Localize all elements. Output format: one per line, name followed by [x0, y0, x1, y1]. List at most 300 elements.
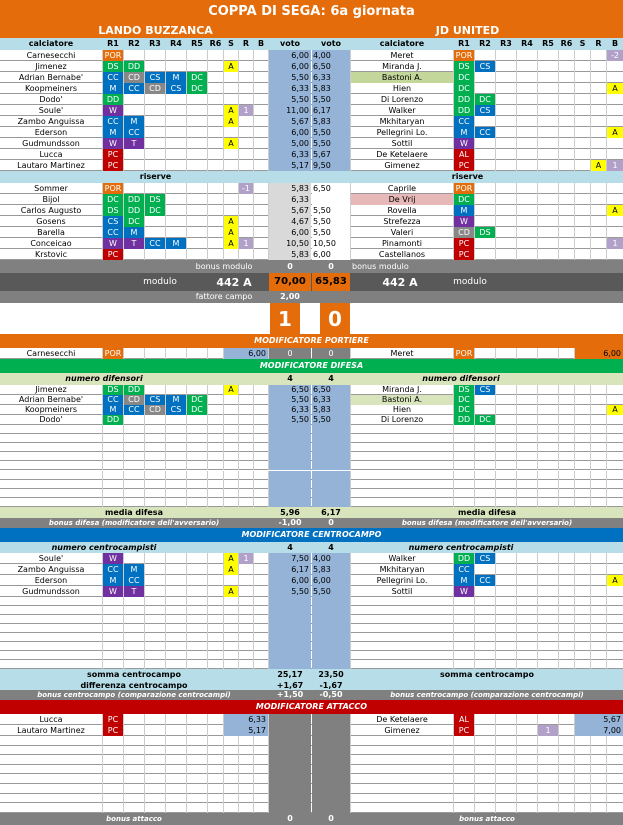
role-tag: DD [454, 415, 474, 425]
grid-line [453, 651, 454, 660]
grid-line [350, 461, 351, 470]
grid-line [537, 774, 538, 784]
grid-line [453, 615, 454, 624]
grid-line [474, 116, 475, 127]
grid-line [123, 183, 124, 194]
grid-line [165, 803, 166, 813]
grid-line [537, 471, 538, 480]
home-voto: 6,33 [291, 83, 309, 93]
grid-line [253, 784, 254, 794]
away-player-name: Strefezza [383, 216, 421, 226]
role-tag: POR [455, 50, 473, 60]
grid-line [102, 606, 103, 615]
grid-line [474, 651, 475, 660]
vote-column-band [312, 434, 350, 443]
grid-line [238, 385, 239, 395]
grid-line [537, 116, 538, 127]
grid-line [144, 216, 145, 227]
bonus-centrocampo-home: +1,50 [276, 690, 304, 699]
role-tag: M [166, 395, 186, 405]
grid-line [186, 348, 187, 359]
home-gk-mod: 0 [269, 348, 311, 359]
header-role: R2 [479, 39, 491, 48]
grid-line [495, 61, 496, 72]
modifier-row [0, 415, 623, 425]
grid-line [516, 415, 517, 425]
grid-line [186, 615, 187, 624]
grid-line [253, 216, 254, 227]
numero-difensori-label: numero difensori [65, 374, 143, 383]
home-voto: 5,83 [291, 183, 309, 193]
away-player-name: Rovella [387, 205, 417, 215]
grid-line [516, 194, 517, 205]
grid-line [350, 765, 351, 775]
grid-line [516, 746, 517, 756]
grid-line [474, 606, 475, 615]
player-row [0, 238, 623, 249]
grid-line [144, 425, 145, 434]
grid-line [537, 205, 538, 216]
bonus-attacco-home: 0 [287, 814, 293, 823]
grid-line [558, 61, 559, 72]
vote-column-band [269, 461, 311, 470]
grid-line [495, 624, 496, 633]
grid-line [474, 624, 475, 633]
header-b: B [611, 39, 619, 48]
grid-line [558, 489, 559, 498]
grid-line [516, 61, 517, 72]
grid-line [590, 183, 591, 194]
grid-line [537, 405, 538, 415]
home-player-name: Carlos Augusto [20, 205, 82, 215]
grid-line [558, 564, 559, 575]
role-tag: DC [454, 395, 474, 405]
grid-line [453, 434, 454, 443]
grid-line [516, 714, 517, 725]
role-tag: CC [124, 127, 144, 138]
grid-line [495, 105, 496, 116]
grid-line [102, 765, 103, 775]
grid-line [574, 746, 575, 756]
grid-line [574, 452, 575, 461]
away-voto: 5,50 [313, 127, 331, 137]
role-tag: M [454, 127, 474, 138]
grid-line [590, 227, 591, 238]
vote-column-band [269, 725, 311, 736]
away-player-name: Miranda J. [382, 385, 422, 394]
grid-line [606, 794, 607, 804]
grid-line [516, 160, 517, 171]
modifier-row [0, 395, 623, 405]
grid-line [102, 736, 103, 746]
grid-line [223, 72, 224, 83]
away-att-val: 7,00 [575, 725, 623, 736]
grid-line [144, 348, 145, 359]
grid-line [207, 205, 208, 216]
grid-line [558, 586, 559, 597]
portiere-row [0, 348, 623, 359]
grid-line [165, 765, 166, 775]
away-voto: 4,00 [313, 50, 331, 60]
grid-line [574, 586, 575, 597]
header-s: S [579, 39, 586, 48]
grid-line [606, 216, 607, 227]
grid-line [253, 794, 254, 804]
home-player-name: Barella [37, 227, 65, 237]
grid-line [238, 489, 239, 498]
grid-line [350, 452, 351, 461]
player-row [0, 105, 623, 116]
grid-line [207, 415, 208, 425]
grid-line [495, 205, 496, 216]
player-row [0, 149, 623, 160]
grid-line [537, 784, 538, 794]
grid-line [474, 794, 475, 804]
away-player-name: Gimenez [384, 725, 420, 735]
grid-line [590, 498, 591, 507]
grid-line [350, 471, 351, 480]
fattore-campo-value: 2,00 [280, 292, 300, 301]
difesa-count-row [0, 373, 623, 385]
grid-line [253, 765, 254, 775]
grid-line [453, 803, 454, 813]
page-title: COPPA DI SEGA: 6a giornata [208, 3, 415, 19]
grid-line [495, 586, 496, 597]
vote-column-band [312, 794, 350, 804]
section-title: MODIFICATORE ATTACCO [255, 702, 368, 711]
reserves-header [0, 171, 623, 183]
grid-line [238, 480, 239, 489]
vote-column-band [312, 624, 350, 633]
grid-line [558, 348, 559, 359]
grid-line [223, 615, 224, 624]
grid-line [453, 425, 454, 434]
grid-line [453, 624, 454, 633]
grid-line [238, 461, 239, 470]
home-voto: 6,33 [291, 405, 309, 414]
grid-line [207, 714, 208, 725]
vote-column-band [269, 434, 311, 443]
b-flag: -2 [607, 50, 623, 61]
role-tag: DS [103, 205, 123, 216]
empty-row [0, 755, 623, 765]
grid-line [102, 642, 103, 651]
grid-line [102, 615, 103, 624]
role-tag: PC [454, 238, 474, 249]
grid-line [144, 105, 145, 116]
grid-line [253, 149, 254, 160]
role-tag: DS [454, 61, 474, 72]
grid-line [590, 72, 591, 83]
grid-line [606, 553, 607, 564]
grid-line [186, 765, 187, 775]
grid-line [144, 606, 145, 615]
bonus-centrocampo-label: bonus centrocampo (comparazione centrocampi) [37, 690, 231, 699]
grid-line [574, 249, 575, 260]
grid-line [123, 597, 124, 606]
grid-line [223, 746, 224, 756]
player-row [0, 205, 623, 216]
home-voto: 5,50 [291, 395, 309, 404]
grid-line [590, 471, 591, 480]
grid-line [574, 736, 575, 746]
grid-line [453, 660, 454, 669]
grid-line [123, 714, 124, 725]
grid-line [207, 606, 208, 615]
vote-column-band [269, 489, 311, 498]
home-player-name: Adrian Bernabe' [18, 72, 84, 82]
numero-centrocampisti-label: numero centrocampisti [408, 542, 514, 552]
differenza-away: -1,67 [319, 680, 343, 690]
grid-line [253, 471, 254, 480]
grid-line [590, 746, 591, 756]
away-voto: 6,17 [313, 105, 331, 115]
grid-line [590, 434, 591, 443]
grid-line [207, 160, 208, 171]
player-row [0, 94, 623, 105]
grid-line [516, 216, 517, 227]
grid-line [453, 480, 454, 489]
grid-line [537, 425, 538, 434]
home-player-name: Gudmundsson [22, 586, 80, 596]
grid-line [165, 553, 166, 564]
grid-line [574, 385, 575, 395]
mod-centrocampo-title [0, 528, 623, 542]
somma-home: 25,17 [277, 670, 303, 679]
grid-line [144, 249, 145, 260]
grid-line [558, 597, 559, 606]
grid-line [223, 149, 224, 160]
away-player-name: Walker [388, 553, 416, 563]
role-tag: M [103, 405, 123, 415]
role-tag: POR [104, 348, 122, 358]
grid-line [574, 138, 575, 149]
vote-column-band [312, 443, 350, 452]
grid-line [574, 498, 575, 507]
grid-line [537, 586, 538, 597]
grid-line [207, 651, 208, 660]
grid-line [350, 498, 351, 507]
vote-column-band [312, 765, 350, 775]
vote-column-band [269, 736, 311, 746]
home-voto: 6,00 [291, 127, 309, 137]
grid-line [165, 183, 166, 194]
grid-line [186, 50, 187, 61]
grid-line [165, 642, 166, 651]
grid-line [606, 116, 607, 127]
grid-line [474, 784, 475, 794]
grid-line [516, 183, 517, 194]
grid-line [144, 660, 145, 669]
grid-line [606, 385, 607, 395]
grid-line [516, 660, 517, 669]
role-tag: DS [145, 194, 165, 205]
grid-line [238, 425, 239, 434]
away-player-name: Pinamonti [382, 238, 422, 248]
grid-line [590, 83, 591, 94]
grid-line [238, 774, 239, 784]
grid-line [165, 794, 166, 804]
role-tag: M [124, 116, 144, 127]
away-voto [312, 194, 350, 205]
grid-line [238, 794, 239, 804]
grid-line [253, 755, 254, 765]
grid-line [495, 746, 496, 756]
grid-line [207, 227, 208, 238]
grid-line [253, 651, 254, 660]
grid-line [537, 415, 538, 425]
role-tag: CS [166, 405, 186, 415]
away-player-name: Bastoni A. [351, 72, 453, 83]
grid-line [207, 249, 208, 260]
grid-line [474, 774, 475, 784]
grid-line [590, 615, 591, 624]
grid-line [253, 480, 254, 489]
b-flag: A [607, 575, 623, 586]
grid-line [537, 736, 538, 746]
grid-line [516, 385, 517, 395]
grid-line [223, 425, 224, 434]
home-player-name: Lautaro Martinez [17, 160, 85, 170]
mod-portiere-title [0, 334, 623, 348]
grid-line [253, 564, 254, 575]
grid-line [165, 194, 166, 205]
home-player-name: Krstovic [34, 249, 68, 259]
grid-line [253, 606, 254, 615]
grid-line [238, 586, 239, 597]
grid-line [495, 564, 496, 575]
grid-line [253, 205, 254, 216]
grid-line [144, 736, 145, 746]
grid-line [123, 498, 124, 507]
grid-line [253, 642, 254, 651]
grid-line [590, 624, 591, 633]
role-tag: DC [103, 194, 123, 205]
grid-line [186, 564, 187, 575]
grid-line [495, 348, 496, 359]
media-difesa-away: 6,17 [321, 507, 341, 517]
total-home: 70,00 [269, 273, 311, 291]
grid-line [238, 127, 239, 138]
role-tag: CD [454, 227, 474, 238]
grid-line [223, 774, 224, 784]
role-tag: M [166, 72, 186, 83]
grid-line [516, 651, 517, 660]
grid-line [495, 183, 496, 194]
grid-line [223, 606, 224, 615]
grid-line [537, 553, 538, 564]
role-tag: PC [454, 725, 474, 736]
grid-line [207, 105, 208, 116]
away-player-name: Bastoni A. [351, 395, 453, 405]
grid-line [223, 736, 224, 746]
grid-line [606, 443, 607, 452]
bonus-attacco-away: 0 [328, 814, 334, 823]
grid-line [574, 434, 575, 443]
grid-line [238, 434, 239, 443]
empty-row [0, 443, 623, 452]
grid-line [495, 651, 496, 660]
bonus-modulo-away: 0 [328, 261, 334, 271]
grid-line [574, 480, 575, 489]
role-tag: W [103, 586, 123, 597]
grid-line [606, 194, 607, 205]
grid-line [253, 736, 254, 746]
grid-line [516, 50, 517, 61]
grid-line [223, 471, 224, 480]
grid-line [495, 149, 496, 160]
grid-line [516, 586, 517, 597]
vote-column-band [312, 660, 350, 669]
grid-line [207, 116, 208, 127]
grid-line [537, 765, 538, 775]
s-flag: A [224, 216, 238, 227]
grid-line [558, 216, 559, 227]
role-tag: CD [145, 83, 165, 94]
grid-line [606, 249, 607, 260]
grid-line [574, 651, 575, 660]
grid-line [144, 498, 145, 507]
grid-line [223, 498, 224, 507]
grid-line [516, 434, 517, 443]
grid-line [144, 642, 145, 651]
grid-line [253, 94, 254, 105]
grid-line [574, 471, 575, 480]
s-flag: A [224, 105, 238, 116]
grid-line [590, 736, 591, 746]
modifier-row [0, 575, 623, 586]
role-tag: CD [124, 395, 144, 405]
grid-line [537, 452, 538, 461]
header-calciatore: calciatore [28, 39, 74, 48]
vote-column-band [312, 480, 350, 489]
home-player-name: Adrian Bernabe' [18, 395, 84, 404]
grid-line [474, 736, 475, 746]
grid-line [253, 489, 254, 498]
grid-line [238, 452, 239, 461]
grid-line [574, 624, 575, 633]
grid-line [495, 489, 496, 498]
header-role: R4 [170, 39, 182, 48]
grid-line [537, 348, 538, 359]
role-tag: M [103, 575, 123, 586]
grid-line [186, 575, 187, 586]
grid-line [558, 606, 559, 615]
away-reserves-label: riserve [451, 172, 484, 181]
away-player-name: Mkhitaryan [379, 564, 425, 574]
grid-line [253, 227, 254, 238]
grid-line [186, 138, 187, 149]
role-tag: CC [124, 405, 144, 415]
empty-row [0, 452, 623, 461]
home-player-name: Conceicao [30, 238, 72, 248]
grid-line [558, 415, 559, 425]
grid-line [144, 784, 145, 794]
role-tag: AL [454, 714, 474, 725]
grid-line [453, 597, 454, 606]
player-row [0, 61, 623, 72]
grid-line [207, 480, 208, 489]
empty-row [0, 606, 623, 615]
grid-line [516, 615, 517, 624]
away-player-name: Hien [392, 405, 412, 414]
grid-line [238, 624, 239, 633]
empty-row [0, 615, 623, 624]
grid-line [102, 489, 103, 498]
grid-line [516, 127, 517, 138]
grid-line [350, 624, 351, 633]
bonus-difesa-label: bonus difesa (modificatore dell'avversario) [401, 518, 573, 527]
